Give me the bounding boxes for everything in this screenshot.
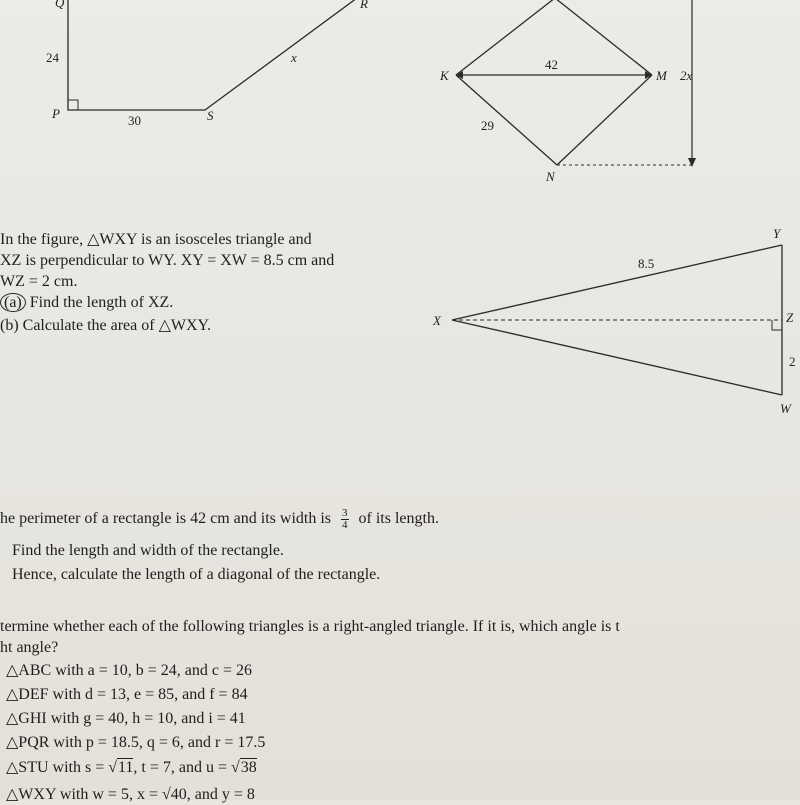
vertex-s-label: S	[207, 108, 214, 123]
vertex-q-label: Q	[55, 0, 65, 10]
isosceles-triangle-figure	[432, 226, 796, 416]
part-b-text: Calculate the area of △WXY.	[22, 317, 212, 334]
length-zw-label: 2	[789, 354, 796, 369]
vertex-n-label: N	[546, 169, 555, 184]
triangle-item-ghi: △GHI with g = 40, h = 10, and i = 41	[6, 710, 246, 727]
question-triangles-line2: ht angle?	[0, 639, 59, 656]
length-rs-label: x	[291, 50, 297, 65]
vertex-p-label: P	[52, 106, 60, 121]
fraction-three-quarters	[341, 508, 349, 531]
vertex-x-label: X	[433, 313, 441, 328]
triangle-item-pqr: △PQR with p = 18.5, q = 6, and r = 17.5	[6, 734, 266, 751]
question-isosceles-line3: WZ = 2 cm.	[0, 273, 78, 290]
question-isosceles-line2: XZ is perpendicular to WY. XY = XW = 8.5 cm and	[0, 252, 335, 269]
part-a-text: Find the length of XZ.	[29, 294, 174, 311]
rectangle-line1-before: he perimeter of a rectangle is 42 cm and its width is	[0, 510, 332, 527]
vertex-y-label: Y	[773, 226, 781, 241]
length-kn-label: 29	[481, 118, 494, 133]
stu-prefix: △STU with s = √	[6, 759, 118, 776]
rectangle-line1-after: of its length.	[358, 510, 439, 527]
stu-u-radicand: 38	[240, 759, 257, 776]
part-b-label: (b)	[0, 317, 19, 334]
vertex-w-label: W	[780, 401, 791, 416]
question-rectangle-part-b: Hence, calculate the length of a diagonal of the rectangle.	[12, 566, 381, 583]
stu-mid: , t = 7, and u = √	[133, 759, 240, 776]
question-isosceles-part-b	[0, 315, 211, 336]
vertex-k-label: K	[440, 68, 449, 83]
length-pq-label: 24	[46, 50, 59, 65]
length-xy-label: 8.5	[638, 256, 655, 271]
kite-figure	[439, 0, 696, 184]
question-isosceles-part-a	[0, 292, 173, 313]
length-2x-label: 2x	[680, 68, 693, 83]
question-isosceles-line1: In the figure, △WXY is an isosceles triangle and	[0, 231, 312, 248]
vertex-z-label: Z	[786, 310, 794, 325]
triangle-item-abc: △ABC with a = 10, b = 24, and c = 26	[6, 662, 253, 679]
stu-s-radicand: 11	[118, 759, 134, 776]
question-rectangle-line1	[0, 504, 439, 534]
triangle-item-wxy-partial: △WXY with w = 5, x = √40, and y = 8	[6, 786, 255, 803]
fraction-numerator: 3	[342, 506, 348, 519]
triangle-item-stu	[6, 757, 257, 778]
vertex-r-label: R	[360, 0, 368, 11]
part-a-circled-label: (a)	[0, 293, 26, 312]
question-rectangle-part-a: Find the length and width of the rectangle.	[12, 542, 284, 559]
length-km-label: 42	[545, 57, 558, 72]
length-ps-label: 30	[128, 113, 141, 128]
fraction-denominator: 4	[342, 518, 348, 531]
question-triangles-line1: termine whether each of the following triangles is a right-angled triangle. If it is, which angle is t	[0, 618, 620, 635]
triangle-item-def: △DEF with d = 13, e = 85, and f = 84	[6, 686, 248, 703]
trapezium-figure	[46, 0, 368, 128]
vertex-m-label: M	[656, 68, 667, 83]
